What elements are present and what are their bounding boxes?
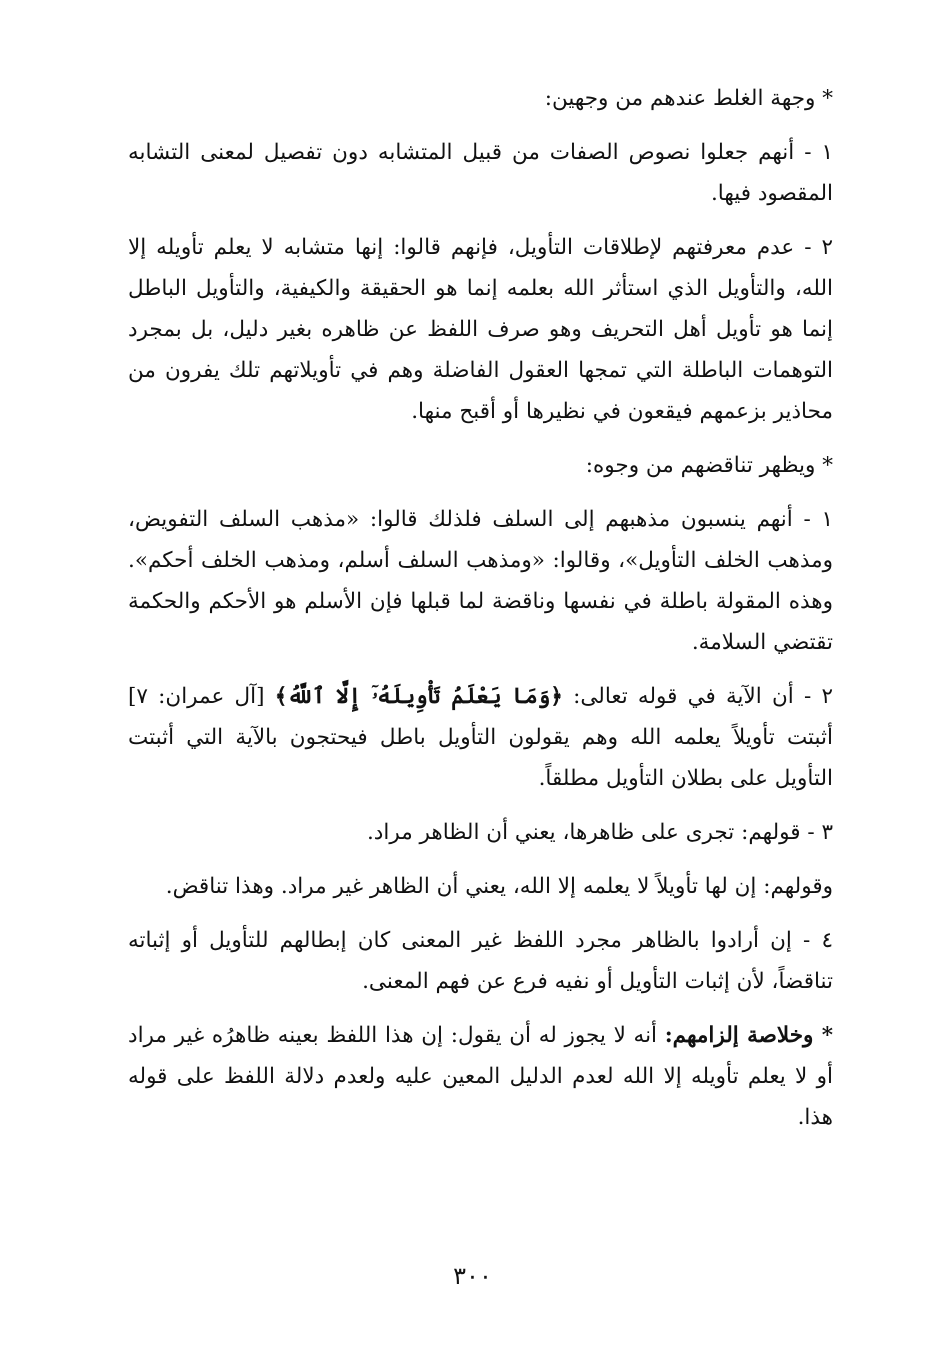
summary-paragraph	[128, 1015, 833, 1138]
page-number: ٣٠٠	[453, 1262, 492, 1290]
contradiction-point-4: ٤ - إن أرادوا بالظاهر مجرد اللفظ غير المعنى كان إبطالهم للتأويل أو إثباته تناقضاً، لأن إثبات التأويل أو نفيه فرع عن فهم المعنى.	[128, 928, 833, 994]
summary-text: أنه لا يجوز له أن يقول: إن هذا اللفظ بعينه ظاهرُه غير مراد أو لا يعلم تأويله إلا الله لعدم الدليل المعين عليه ولعدم دلالة اللفظ على قوله هذا.	[128, 1023, 833, 1130]
summary-label: * وخلاصة إلزامهم:	[664, 1023, 834, 1048]
contradiction-point-3b: وقولهم: إن لها تأويلاً لا يعلمه إلا الله، يعني أن الظاهر غير مراد. وهذا تناقض.	[165, 874, 833, 899]
contradiction-point-3a: ٣ - قولهم: تجرى على ظاهرها، يعني أن الظاهر مراد.	[366, 820, 833, 845]
contradiction-point-2-lead: ٢ - أن الآية في قوله تعالى:	[562, 684, 833, 709]
error-point-1: ١ - أنهم جعلوا نصوص الصفات من قبيل المتشابه دون تفصيل لمعنى التشابه المقصود فيها.	[128, 140, 833, 206]
contradiction-point-2-rest: [آل عمران: ٧] أثبتت تأويلاً يعلمه الله وهم يقولون التأويل باطل فيحتجون بالآية التي أثبتت التأويل على بطلان التأويل مطلقاً.	[128, 684, 833, 791]
page-body	[128, 78, 833, 1151]
contradiction-point-2	[128, 676, 833, 799]
heading-error: * وجهة الغلط عندهم من وجهين:	[544, 86, 833, 111]
contradiction-point-1: ١ - أنهم ينسبون مذهبهم إلى السلف فلذلك قالوا: «مذهب السلف التفويض، ومذهب الخلف التأويل»، وقالوا: «ومذهب السلف أسلم، ومذهب الخلف أحكم». وهذه المقولة باطلة في نفسها وناقضة لما قبلها فإن الأسلم هو الأحكم والحكمة تقتضي السلامة.	[128, 507, 833, 655]
error-point-2: ٢ - عدم معرفتهم لإطلاقات التأويل، فإنهم قالوا: إنها متشابه لا يعلم تأويله إلا الله، والتأويل الذي استأثر الله بعلمه إنما هو الحقيقة والكيفية، والتأويل الباطل إنما هو تأويل أهل التحريف وهو صرف اللفظ عن ظاهره بغير دليل، بل بمجرد التوهمات الباطلة التي تمجها العقول الفاضلة وهم في تأويلاتهم تلك يفرون من محاذير بزعمهم فيقعون في نظيرها أو أقبح منها.	[128, 235, 833, 424]
heading-contradiction: * ويظهر تناقضهم من وجوه:	[585, 453, 833, 478]
quran-verse: ﴿وَمَا يَعْلَمُ تَأْوِيلَهُۥٓ إِلَّا ٱللَّهُ﴾	[274, 684, 563, 709]
